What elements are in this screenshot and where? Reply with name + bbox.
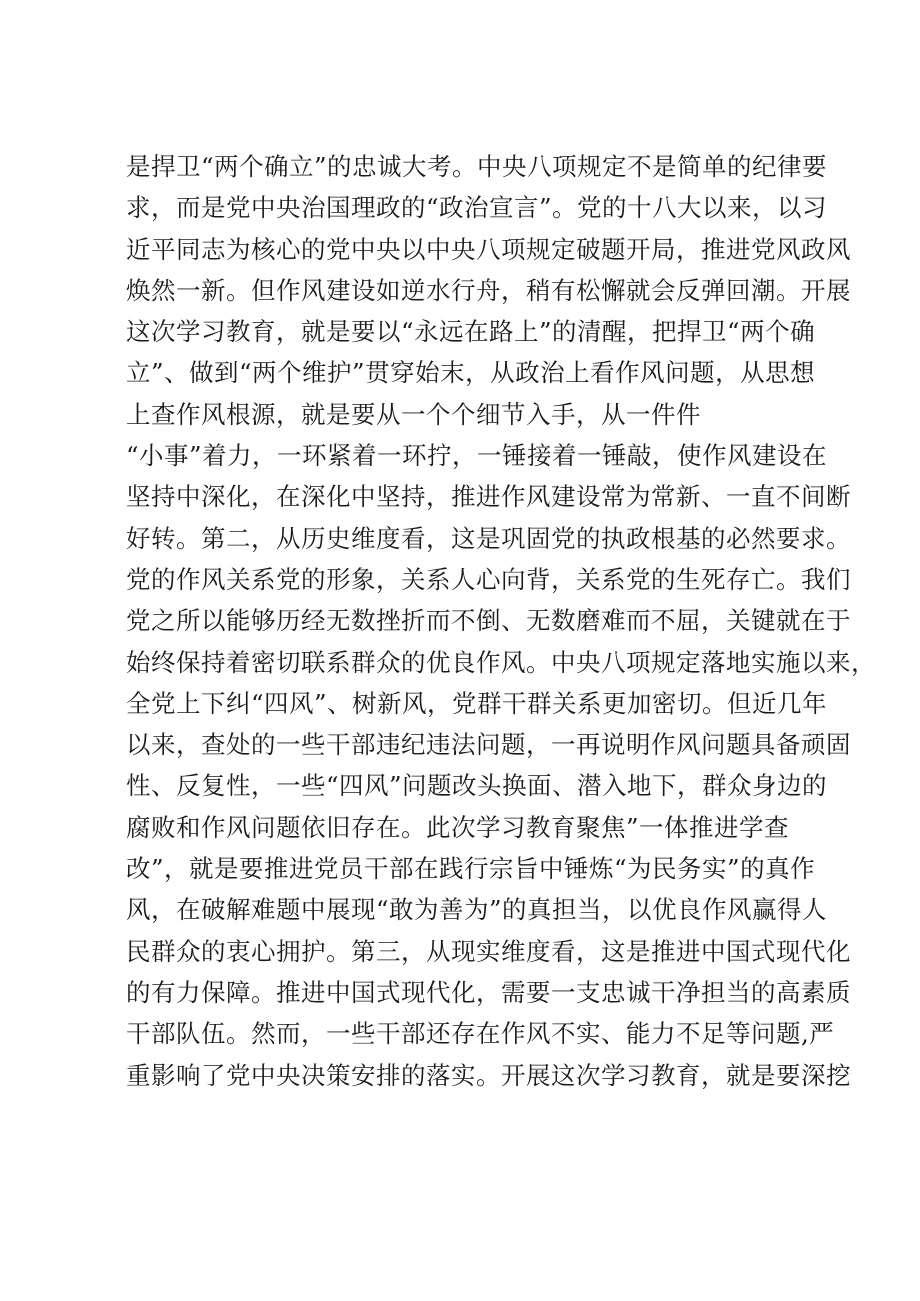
text-line: 求，而是党中央治国理政的“政治宣言”。党的十八大以来，以习 (126, 193, 828, 223)
text-line: 近平同志为核心的党中央以中央八项规定破题开局，推进党风政风 (126, 234, 851, 264)
text-line: 的有力保障。推进中国式现代化，需要一支忠诚干净担当的高素质 (126, 977, 851, 1007)
text-line: 焕然一新。但作风建设如逆水行舟，稍有松懈就会反弹回潮。开展 (126, 275, 851, 305)
text-line: 是捍卫“两个确立”的忠诚大考。中央八项规定不是简单的纪律要 (126, 152, 828, 181)
text-line: 立”、做到“两个维护”贯穿始末，从政治上看作风问题，从思想 (126, 358, 816, 388)
text-line: 干部队伍。然而，一些干部还存在作风不实、能力不足等问题,严 (126, 1019, 835, 1049)
text-line: 坚持中深化，在深化中坚持，推进作风建设常为常新、一直不间断 (126, 482, 851, 512)
text-line: 党的作风关系党的形象，关系人心向背，关系党的生死存亡。我们 (126, 564, 851, 594)
text-line: 上查作风根源，就是要从一个个细节入手，从一件件 (126, 399, 701, 429)
text-line: 性、反复性，一些“四风”问题改头换面、潜入地下，群众身边的 (126, 771, 828, 801)
text-line: 民群众的衷心拥护。第三，从现实维度看，这是推进中国式现代化 (126, 936, 851, 966)
text-line: 这次学习教育，就是要以“永远在路上”的清醒，把捍卫“两个确 (126, 317, 816, 347)
text-line: 好转。第二，从历史维度看，这是巩固党的执政根基的必然要求。 (126, 523, 851, 553)
text-line: 始终保持着密切联系群众的优良作风。中央八项规定落地实施以来， (126, 647, 876, 677)
text-line: 以来，查处的一些干部违纪违法问题，一再说明作风问题具备顽固 (126, 730, 851, 760)
text-line: 腐败和作风问题依旧存在。此次学习教育聚焦”一体推进学查 (126, 812, 790, 842)
text-line: 改”，就是要推进党员干部在践行宗旨中锤炼“为民务实”的真作 (126, 854, 816, 884)
text-line: 党之所以能够历经无数挫折而不倒、无数磨难而不屈，关键就在于 (126, 606, 851, 636)
body-text (126, 146, 876, 1096)
text-line: 风，在破解难题中展现“敢为善为”的真担当，以优良作风赢得人 (126, 895, 828, 925)
text-line: 全党上下纠“四风”、树新风，党群干群关系更加密切。但近几年 (126, 688, 828, 718)
text-line: 重影响了党中央决策安排的落实。开展这次学习教育，就是要深挖 (126, 1060, 851, 1090)
text-line: “小事”着力，一环紧着一环拧，一锤接着一锤敲，使作风建设在 (126, 441, 828, 471)
